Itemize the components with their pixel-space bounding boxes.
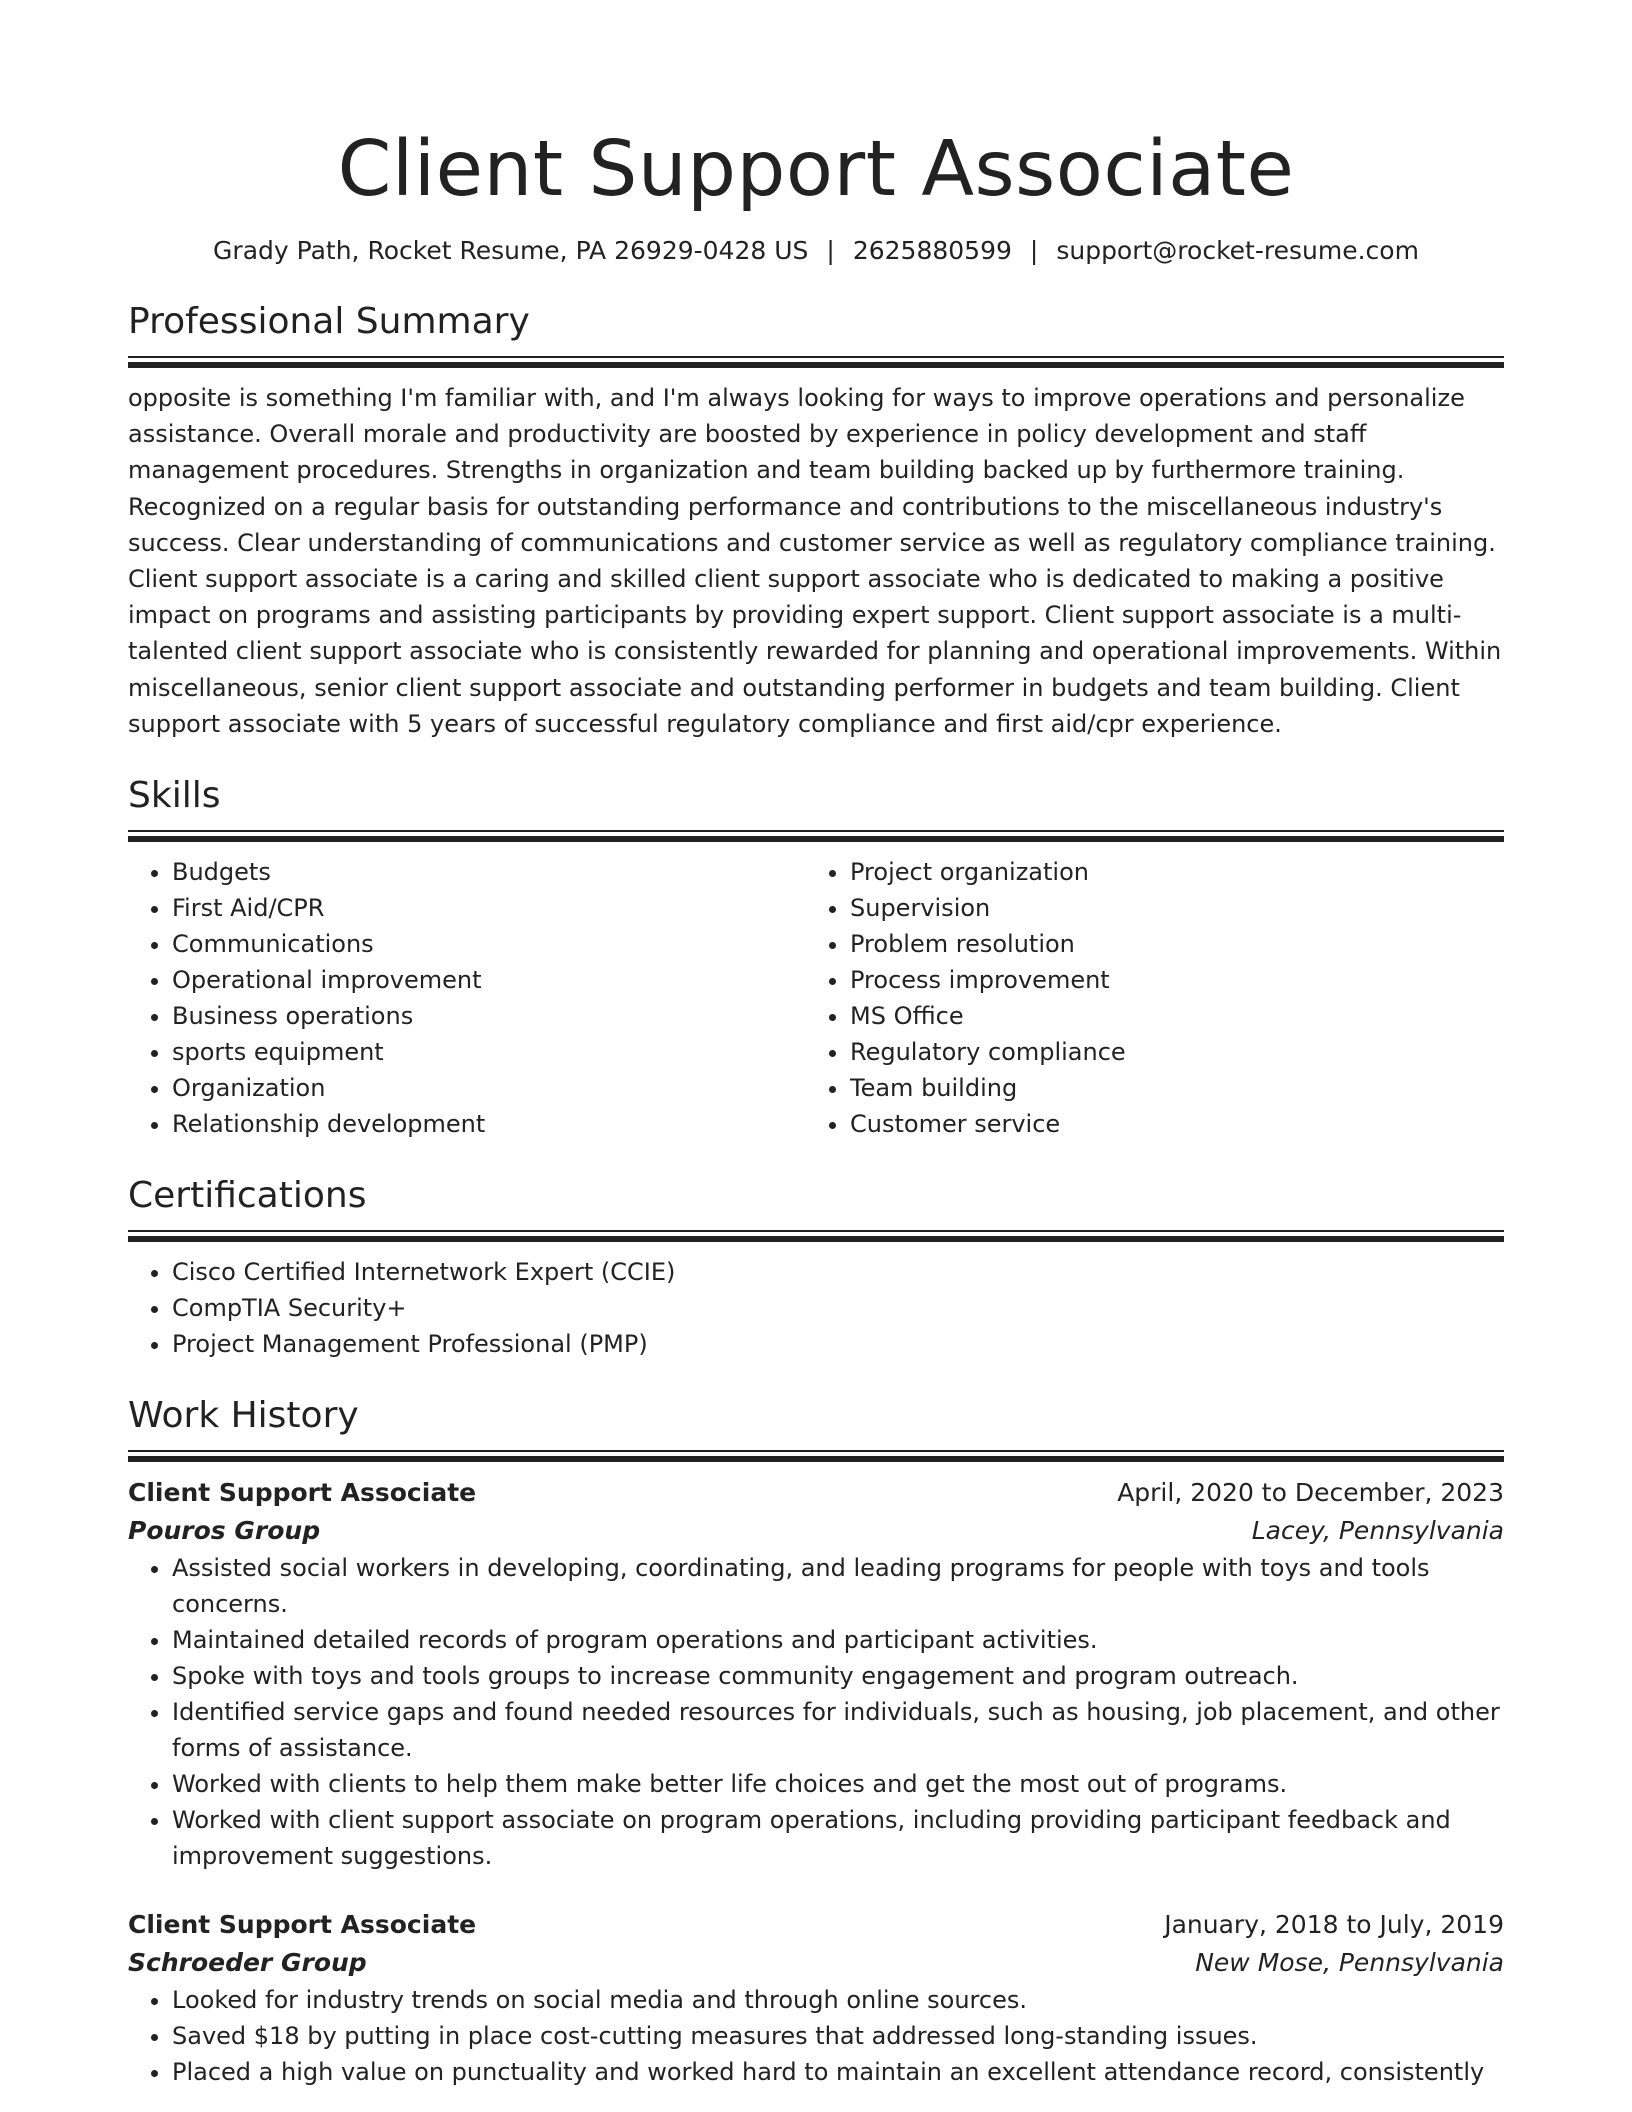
contact-address: Grady Path, Rocket Resume, PA 26929-0428 US [213, 236, 809, 265]
job-bullet: • Identified service gaps and found needed resources for individuals, such as housing, job placement, and other forms of assistance. [172, 1694, 1504, 1766]
job-title: Client Support Associate [128, 1478, 477, 1508]
skills-section [128, 772, 1504, 1142]
job-header-row [128, 1474, 1504, 1512]
job-company: Pouros Group [128, 1516, 321, 1546]
section-divider [128, 1450, 1504, 1462]
certification-item: • Cisco Certified Internetwork Expert (CCIE) [172, 1254, 1504, 1290]
skill-item: • Operational improvement [172, 962, 806, 998]
job-bullet: • Spoke with toys and tools groups to increase community engagement and program outreach. [172, 1658, 1504, 1694]
skill-item: • Relationship development [172, 1106, 806, 1142]
job-dates: January, 2018 to July, 2019 [1164, 1910, 1504, 1940]
certifications-section [128, 1172, 1504, 1362]
job-entry [128, 1474, 1504, 1874]
job-bullet: • Saved $18 by putting in place cost-cutting measures that addressed long-standing issues. [172, 2018, 1504, 2054]
summary-section [128, 298, 1504, 742]
resume-title: Client Support Associate [337, 125, 1295, 214]
job-bullet: • Worked with client support associate on program operations, including providing participant feedback and improvement suggestions. [172, 1802, 1504, 1874]
skills-column-left [128, 854, 806, 1142]
skill-item: • Team building [850, 1070, 1484, 1106]
skills-list-left [128, 854, 806, 1142]
skills-column-right [806, 854, 1484, 1142]
contact-line [128, 234, 1504, 268]
job-subheader-row [128, 1512, 1504, 1550]
job-bullets [128, 1550, 1504, 1874]
skill-item: • Problem resolution [850, 926, 1484, 962]
section-divider [128, 830, 1504, 842]
skill-item: • Supervision [850, 890, 1484, 926]
contact-email: support@rocket-resume.com [1056, 236, 1419, 265]
skill-item: • First Aid/CPR [172, 890, 806, 926]
skill-item: • MS Office [850, 998, 1484, 1034]
skill-item: • sports equipment [172, 1034, 806, 1070]
work-history-section [128, 1392, 1504, 2090]
skill-item: • Process improvement [850, 962, 1484, 998]
resume-page [128, 0, 1504, 2090]
skill-item: • Customer service [850, 1106, 1484, 1142]
job-bullet: • Placed a high value on punctuality and worked hard to maintain an excellent attendance record, consistently [172, 2054, 1504, 2090]
job-bullet: • Maintained detailed records of program operations and participant activities. [172, 1622, 1504, 1658]
job-entry [128, 1906, 1504, 2090]
summary-heading: Professional Summary [128, 301, 530, 342]
certification-item: • CompTIA Security+ [172, 1290, 1504, 1326]
summary-text: opposite is something I'm familiar with, and I'm always looking for ways to improve operations and personalize assistance. Overall morale and productivity are boosted by experience in policy development and staff management procedures. Strengths in organization and team building backed up by furthermore training. Recognized on a regular basis for outstanding performance and contributions to the miscellaneous industry's success. Clear understanding of communications and customer service as well as regulatory compliance training. Client support associate is a caring and skilled client support associate who is dedicated to making a positive impact on programs and assisting participants by providing expert support. Client support associate is a multi-talented client support associate who is consistently rewarded for planning and operational improvements. Within miscellaneous, senior client support associate and outstanding performer in budgets and team building. Client support associate with 5 years of successful regulatory compliance and first aid/cpr experience. [128, 384, 1502, 738]
certifications-heading: Certifications [128, 1175, 367, 1217]
job-location: Lacey, Pennsylvania [1251, 1516, 1504, 1546]
skill-item: • Budgets [172, 854, 806, 890]
skill-item: • Organization [172, 1070, 806, 1106]
skills-list-right [806, 854, 1484, 1142]
section-divider [128, 356, 1504, 368]
job-dates: April, 2020 to December, 2023 [1117, 1478, 1504, 1508]
certification-item: • Project Management Professional (PMP) [172, 1326, 1504, 1362]
job-title: Client Support Associate [128, 1910, 477, 1940]
job-bullets [128, 1982, 1504, 2090]
skills-heading: Skills [128, 775, 221, 817]
job-bullet: • Looked for industry trends on social media and through online sources. [172, 1982, 1504, 2018]
skill-item: • Regulatory compliance [850, 1034, 1484, 1070]
contact-separator: | [1029, 236, 1039, 265]
skill-item: • Business operations [172, 998, 806, 1034]
job-company: Schroeder Group [128, 1948, 367, 1978]
job-bullet: • Assisted social workers in developing, coordinating, and leading programs for people with toys and tools concerns. [172, 1550, 1504, 1622]
contact-separator: | [826, 236, 835, 265]
job-bullet: • Worked with clients to help them make better life choices and get the most out of programs. [172, 1766, 1504, 1802]
skill-item: • Communications [172, 926, 806, 962]
certifications-list [128, 1254, 1504, 1362]
skills-grid [128, 854, 1504, 1142]
section-divider [128, 1230, 1504, 1242]
contact-phone: 2625880599 [852, 236, 1012, 265]
skill-item: • Project organization [850, 854, 1484, 890]
job-subheader-row [128, 1944, 1504, 1982]
job-location: New Mose, Pennsylvania [1195, 1948, 1504, 1978]
job-header-row [128, 1906, 1504, 1944]
work-history-heading: Work History [128, 1395, 359, 1437]
